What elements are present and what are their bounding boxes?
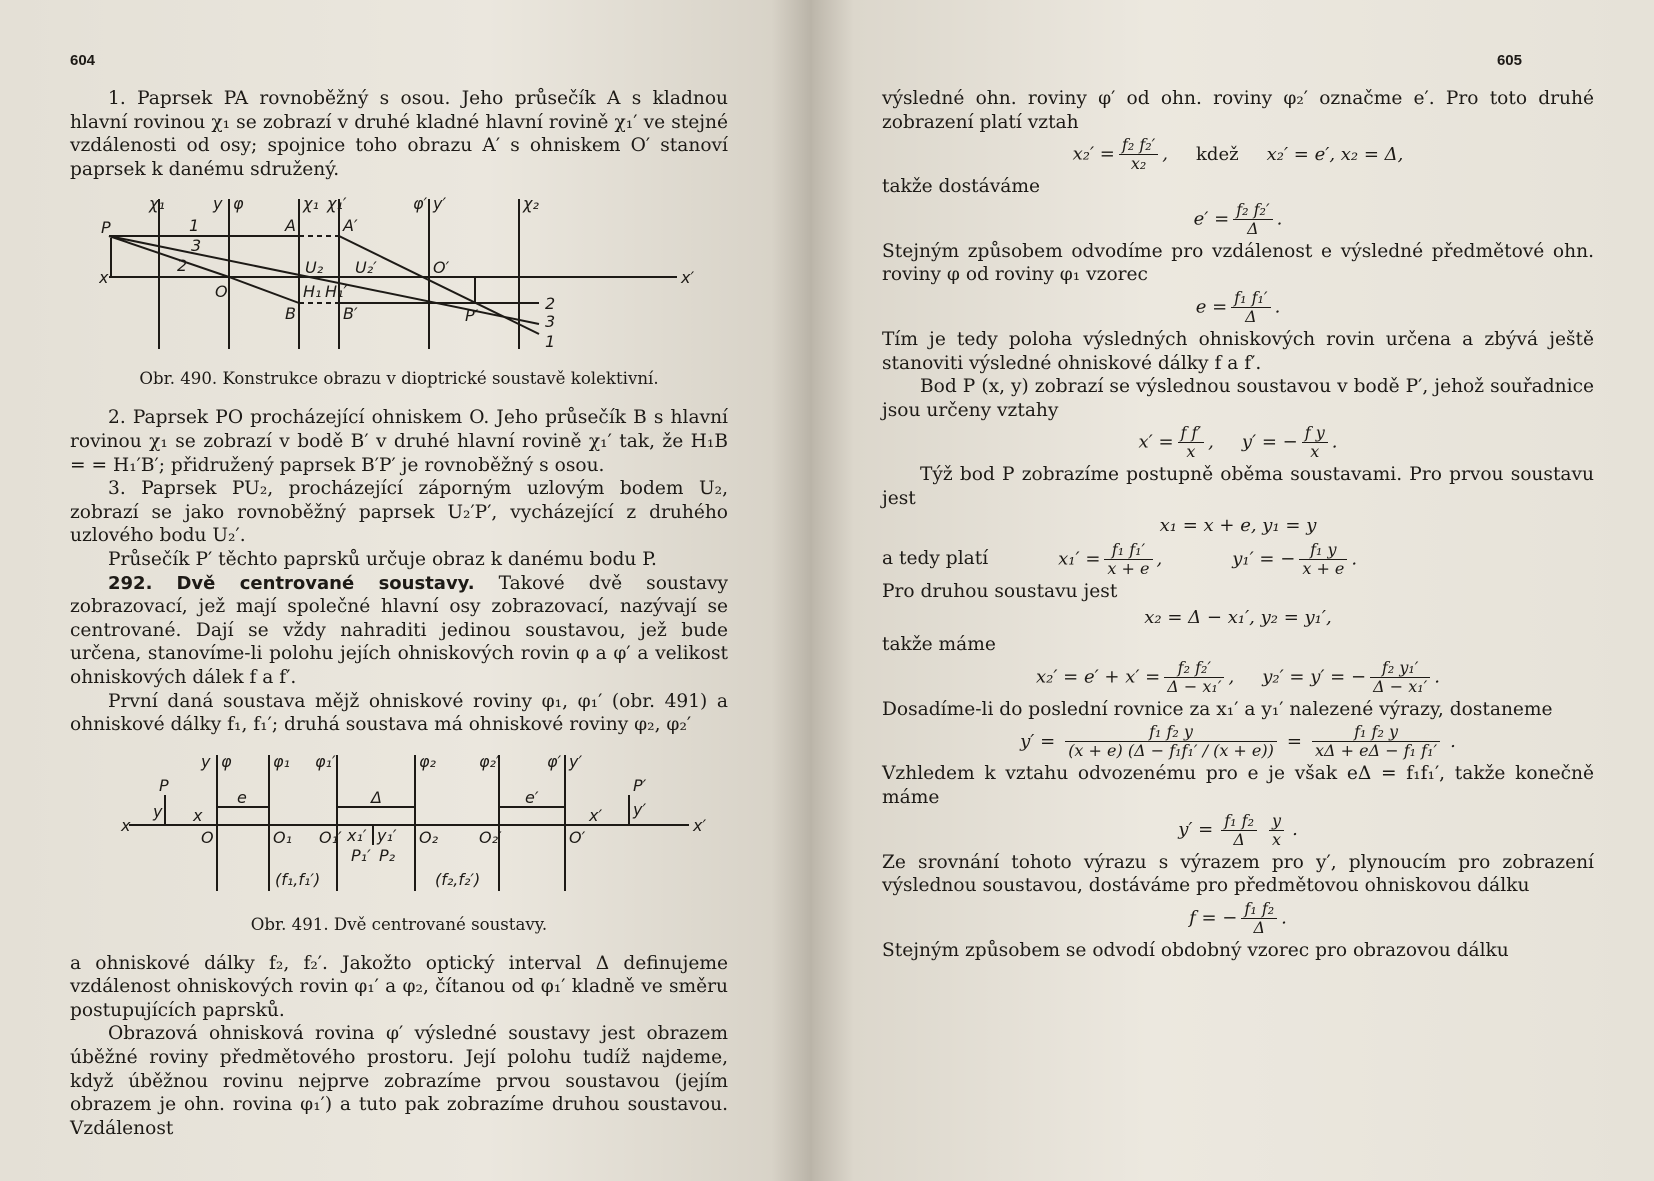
fig491-label-7: y′ bbox=[569, 751, 583, 771]
fig490-label-6: y′ bbox=[433, 194, 447, 214]
fig491-label-14: P′ bbox=[633, 775, 647, 795]
fig491-label-17: x bbox=[121, 815, 131, 835]
formula-2: e′ = $\frac{\text{f₂ f₂′}}{\Delta}$ . bbox=[1193, 199, 1283, 238]
formula-8: x₂′ = e′ + x′ = $\frac{\text{f₂ f₂′}}{\text{Δ − x₁′}}$ , y₂′ = y′ = − $\frac{\text{f₂ y₁′}}{\text{Δ − x₁′}}$ . bbox=[1035, 657, 1441, 696]
fig491-label-24: P₂ bbox=[379, 845, 396, 865]
figure-491-caption: Obr. 491. Dvě centrované soustavy. bbox=[250, 914, 548, 934]
fig490-label-13: A′ bbox=[343, 216, 358, 236]
fig490-label-11: 2 bbox=[177, 256, 188, 276]
paragraph-image-plane: Obrazová ohnisková rovina φ′ výsledné soustavy jest obrazem úběžné roviny předmětového prostoru. Její polohu tudíž najdeme, když úběžnou rovinu nejprve zobrazíme prvou soustavou (jejím obrazem je ohn. rovina φ₁′) a tuto pak zobrazíme druhou soustavou. Vzdálenost bbox=[70, 1023, 728, 1139]
fig491-label-19: O₁ bbox=[273, 827, 293, 847]
paragraph-section-292 bbox=[70, 572, 728, 690]
formula-9: y′ = $\frac{\text{f₁ f₂ y}}{\text{(x + e) (Δ − f₁f₁′ / (x + e))}}$ = $\frac{\text{f₁ f₂ y}}{\text{xΔ + eΔ − f₁ f₁′}}$ . bbox=[1020, 722, 1456, 761]
fig491-label-13: e′ bbox=[525, 787, 539, 807]
paragraph-r9: takže máme bbox=[882, 634, 996, 656]
fig491-label-26: O₂′ bbox=[479, 827, 502, 847]
fig490-label-10: 3 bbox=[191, 236, 202, 256]
fig491-label-15: y′ bbox=[633, 799, 647, 819]
fig490-label-5: φ′ bbox=[413, 194, 428, 214]
fig491-label-25: O₂ bbox=[419, 827, 439, 847]
fig491-label-9: y bbox=[153, 801, 163, 821]
paragraph-r2: takže dostáváme bbox=[882, 176, 1040, 198]
fig490-label-14: U₂ bbox=[305, 258, 324, 278]
fig490-label-12: A bbox=[285, 216, 296, 236]
fig490-label-25: 2 bbox=[545, 294, 556, 314]
fig491-label-28: x′ bbox=[693, 815, 707, 835]
fig490-label-17: x bbox=[99, 268, 109, 288]
fig490-label-3: χ₁ bbox=[303, 194, 319, 214]
fig490-label-7: χ₂ bbox=[523, 194, 539, 214]
formula-6: a tedy platí x₁′ = $\frac{\text{f₁ f₁′}}{x + e}$ , y₁′ = − $\frac{\text{f₁ y}}{x + e}$ . bbox=[882, 539, 1358, 578]
fig491-label-2: φ₁ bbox=[273, 751, 290, 771]
fig491-label-10: x bbox=[193, 805, 203, 825]
fig490-label-26: 3 bbox=[545, 312, 556, 332]
paragraph-r12: Ze srovnání tohoto výrazu s výrazem pro y′, plynoucím pro zobrazení výslednou soustavou, dostáváme pro předmětovou ohniskovou dálku bbox=[882, 851, 1594, 897]
fig491-label-16: x′ bbox=[589, 805, 603, 825]
paragraph-first-system: První daná soustava mějž ohniskové roviny φ₁, φ₁′ (obr. 491) a ohniskové dálky f₁, f₁′; druhá soustava má ohniskové roviny φ₂, φ₂′ bbox=[70, 690, 728, 736]
fig491-label-18: O bbox=[201, 827, 214, 847]
figure-490-caption: Obr. 490. Konstrukce obrazu v dioptrické soustavě kolektivní. bbox=[139, 369, 659, 389]
fig490-label-16: O′ bbox=[433, 258, 450, 278]
fig491-label-4: φ₂ bbox=[419, 751, 436, 771]
paragraph-r5: Bod P (x, y) zobrazí se výslednou soustavou v bodě P′, jehož souřadnice jsou určeny vztahy bbox=[882, 376, 1594, 421]
formula-10: y′ = $\frac{\text{f₁ f₂}}{\Delta}$ $\frac{y}{x}$ . bbox=[1178, 810, 1298, 849]
fig490-label-21: H₁′ bbox=[325, 282, 348, 302]
section-title: Dvě centrované soustavy. bbox=[176, 572, 475, 594]
figure-491 bbox=[89, 745, 709, 905]
ray-2-b bbox=[229, 277, 299, 303]
fig490-label-9: 1 bbox=[189, 216, 200, 236]
fig490-label-15: U₂′ bbox=[355, 258, 377, 278]
fig490-label-24: P′ bbox=[465, 306, 479, 326]
fig491-label-11: e bbox=[237, 787, 247, 807]
paragraph-r8: Pro druhou soustavu jest bbox=[882, 580, 1118, 602]
figure-490 bbox=[99, 189, 699, 359]
paragraph-r11: Vzhledem k vztahu odvozenému pro e je však eΔ = f₁f₁′, takže konečně máme bbox=[882, 763, 1594, 808]
paragraph-r13: Stejným způsobem se odvodí obdobný vzorec pro obrazovou dálku bbox=[882, 939, 1509, 961]
formula-5: x₁ = x + e, y₁ = y bbox=[1159, 514, 1317, 536]
fig491-label-23: P₁′ bbox=[351, 845, 371, 865]
fig491-label-27: O′ bbox=[569, 827, 586, 847]
paragraph-r4: Tím je tedy poloha výsledných ohniskových rovin určena a zbývá ještě stanoviti výsledné ohniskové dálky f a f′. bbox=[882, 328, 1594, 374]
paragraph-r3: Stejným způsobem odvodíme pro vzdálenost e výsledné předmětové ohn. roviny φ od roviny φ₁ vzorec bbox=[882, 240, 1594, 286]
formula-3: e = $\frac{\text{f₁ f₁′}}{\Delta}$ . bbox=[1195, 287, 1281, 326]
fig490-label-4: χ₁′ bbox=[327, 194, 347, 214]
paragraph-r1: výsledné ohn. roviny φ′ od ohn. roviny φ₂′ označme e′. Pro toto druhé zobrazení platí vztah bbox=[882, 88, 1594, 133]
formula-1: x₂′ = $\frac{\text{f₂ f₂′}}{\text{x₂}}$ , kdež x₂′ = e′, x₂ = Δ, bbox=[1072, 135, 1404, 174]
fig490-label-20: H₁ bbox=[303, 282, 322, 302]
fig491-label-8: P bbox=[159, 775, 169, 795]
fig490-label-27: 1 bbox=[545, 332, 556, 352]
paragraph-r10: Dosadíme-li do poslední rovnice za x₁′ a y₁′ nalezené výrazy, dostaneme bbox=[882, 698, 1553, 720]
fig491-label-22: y₁′ bbox=[377, 825, 397, 845]
fig491-label-1: φ bbox=[221, 751, 232, 771]
paragraph-ray-2: 2. Paprsek PO procházející ohniskem O. Jeho průsečík B s hlavní rovinou χ₁ se zobrazí v bodě B′ v druhé hlavní rovině χ₁′ tak, že H₁B = = H₁′B′; přidružený paprsek B′P′ je rovnoběžný s osou. bbox=[70, 407, 728, 476]
paragraph-focal-lengths: a ohniskové dálky f₂, f₂′. Jakožto optický interval Δ definujeme vzdálenost ohniskových rovin φ₁′ a φ₂, čítanou od φ₁′ kladně ve směru postupujících paprsků. bbox=[70, 952, 728, 1021]
formula-7: x₂ = Δ − x₁′, y₂ = y₁′, bbox=[1144, 607, 1332, 629]
section-number: 292. bbox=[108, 572, 153, 594]
fig491-label-3: φ₁′ bbox=[315, 751, 336, 771]
fig491-label-21: x₁′ bbox=[347, 825, 367, 845]
paragraph-ray-3: 3. Paprsek PU₂, procházející záporným uzlovým bodem U₂, zobrazí se jako rovnoběžný paprsek U₂′P′, vycházející z druhého uzlového bodu U₂′. bbox=[70, 478, 728, 547]
left-page bbox=[0, 0, 812, 1181]
fig491-label-0: y bbox=[201, 751, 211, 771]
formula-4: x′ = $\frac{\text{f f′}}{x}$ , y′ = − $\frac{\text{f y}}{x}$ . bbox=[1138, 423, 1338, 462]
fig490-label-22: B bbox=[285, 304, 296, 324]
fig490-label-2: φ bbox=[233, 194, 244, 214]
paragraph-ray-1: 1. Paprsek PA rovnoběžný s osou. Jeho průsečík A s kladnou hlavní rovinou χ₁ se zobrazí v druhé kladné hlavní rovině χ₁′ ve stejné vzdálenosti od osy; spojnice toho obrazu A′ s ohniskem O′ stanoví paprsek k danému sdružený. bbox=[70, 88, 728, 180]
fig491-label-30: (f₂,f₂′) bbox=[435, 869, 481, 889]
fig490-label-23: B′ bbox=[343, 304, 358, 324]
fig490-label-18: x′ bbox=[681, 268, 695, 288]
fig491-label-6: φ′ bbox=[547, 751, 562, 771]
paragraph-r6: Týž bod P zobrazíme postupně oběma soustavami. Pro prvou soustavu jest bbox=[882, 464, 1594, 509]
page-number-left: 604 bbox=[70, 52, 96, 69]
fig490-label-1: y bbox=[213, 194, 223, 214]
fig490-label-8: P bbox=[101, 218, 111, 238]
paragraph-intersection: Průsečík P′ těchto paprsků určuje obraz k danému bodu P. bbox=[108, 548, 657, 570]
fig491-label-29: (f₁,f₁′) bbox=[275, 869, 321, 889]
section-text: Takové dvě soustavy zobrazovací, jež mají společné hlavní osy zobrazovací, nazývají se centrované. Dají se vždy nahraditi jedinou soustavou, jež bude určena, stanovíme-li polohu jejích ohniskových rovin φ a φ′ a velikost ohniskových dálek f a f′. bbox=[70, 572, 728, 688]
ray-1-out bbox=[339, 236, 539, 334]
formula-11: f = − $\frac{\text{f₁ f₂}}{\Delta}$ . bbox=[1189, 898, 1287, 937]
right-page bbox=[812, 0, 1654, 1181]
page-number-right: 605 bbox=[1496, 52, 1522, 69]
fig491-label-12: Δ bbox=[371, 787, 382, 807]
fig490-label-0: χ₁ bbox=[149, 194, 165, 214]
fig491-label-5: φ₂′ bbox=[479, 751, 500, 771]
fig490-label-19: O bbox=[215, 282, 228, 302]
fig491-label-20: O₁′ bbox=[319, 827, 342, 847]
